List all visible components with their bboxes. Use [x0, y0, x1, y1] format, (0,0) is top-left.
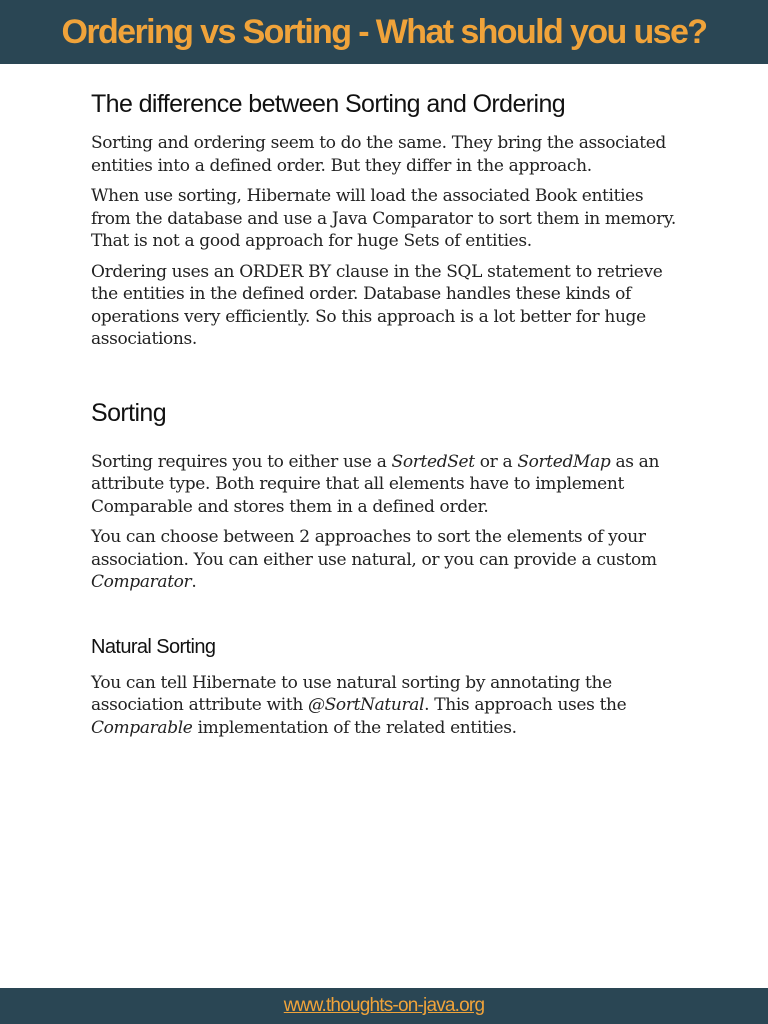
comparator-term: Comparator: [91, 572, 192, 592]
difference-paragraph-3: Ordering uses an ORDER BY clause in the SQL statement to retrieve the entities in the defined order. Database handles these kinds of operations very efficiently. So this approach is a lot better for huge associations.: [91, 261, 663, 349]
difference-paragraph-2: When use sorting, Hibernate will load the associated Book entities from the database and use a Java Comparator to sort them in memory. That is not a good approach for huge Sets of entities.: [91, 186, 676, 251]
natural-p1-text-a: You can tell Hibernate to use natural sorting by annotating the association attribute with: [91, 672, 612, 715]
difference-paragraph-1: Sorting and ordering seem to do the same. They bring the associated entities into a defined order. But they differ in the approach.: [91, 133, 666, 176]
natural-p1-text-c: implementation of the related entities.: [192, 717, 517, 738]
sorting-p1-text-b: or a: [474, 451, 518, 472]
sortnatural-term: @SortNatural: [307, 695, 425, 715]
comparable-term: Comparable: [91, 717, 193, 738]
difference-heading: The difference between Sorting and Ordering: [91, 90, 566, 118]
sorting-p1-text-a: Sorting requires you to either use a: [91, 451, 392, 472]
sorting-paragraph-2: [91, 526, 681, 594]
page-footer: [0, 988, 768, 1024]
natural-p1-text-b: . This approach uses the: [424, 695, 627, 715]
sorting-p1-text-c: as an attribute type. Both require that all elements have to implement Comparable and stores them in a defined order.: [91, 451, 660, 517]
sorting-p2-text-b: .: [191, 572, 197, 592]
sorting-p2-text-a: You can choose between 2 approaches to sort the elements of your association. You can either use natural, or you can provide a custom: [91, 527, 657, 570]
natural-sorting-heading: Natural Sorting: [91, 635, 216, 658]
page-header: [0, 0, 768, 64]
sorting-heading: Sorting: [91, 398, 167, 427]
article-content: [91, 86, 681, 747]
sorting-paragraph-1: [91, 451, 681, 519]
sortedset-term: SortedSet: [391, 451, 475, 472]
page-title: Ordering vs Sorting - What should you use?: [61, 12, 707, 51]
sortedmap-term: SortedMap: [517, 451, 611, 472]
website-link[interactable]: www.thoughts-on-java.org: [283, 995, 485, 1016]
natural-sorting-paragraph: [91, 672, 681, 740]
